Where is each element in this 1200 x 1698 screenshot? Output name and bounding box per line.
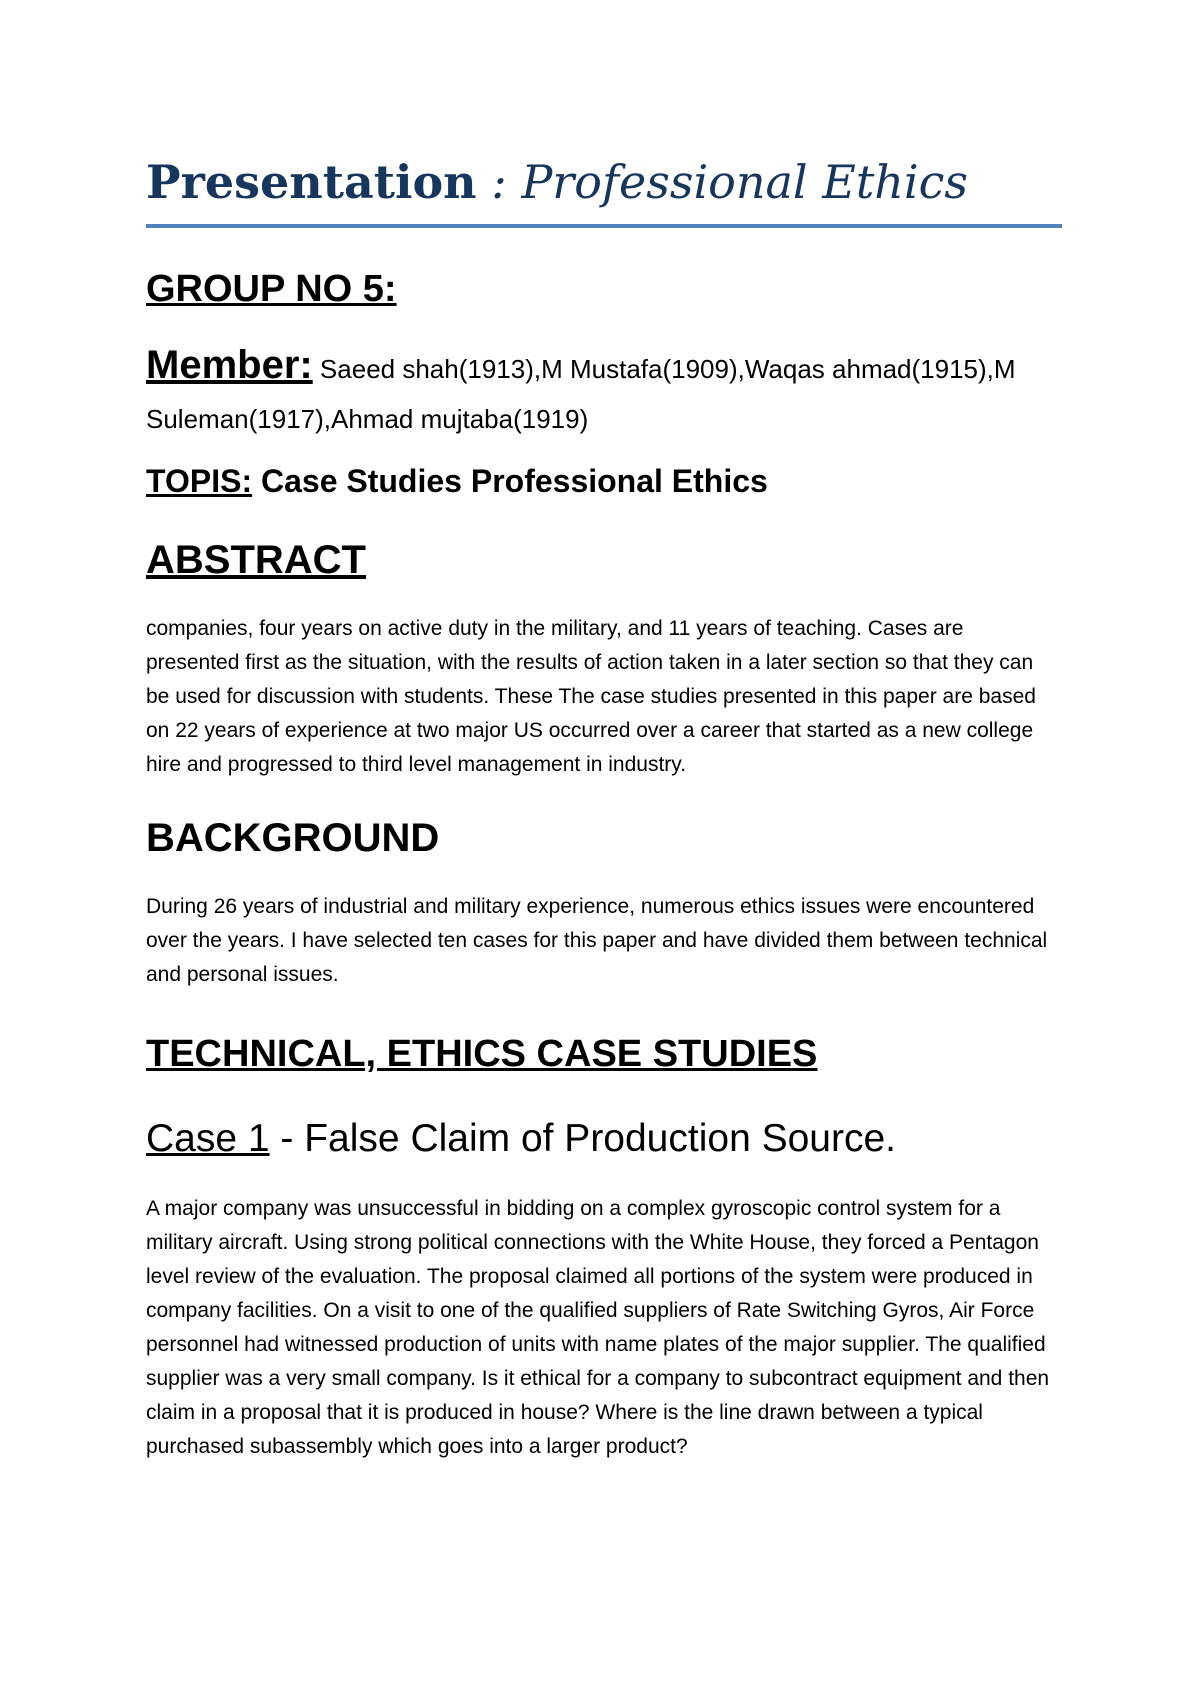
background-heading: BACKGROUND — [146, 816, 440, 860]
topic-label: TOPIS: — [146, 463, 253, 499]
case1-heading — [146, 1112, 1062, 1166]
abstract-heading: ABSTRACT — [146, 538, 366, 582]
background-paragraph: During 26 years of industrial and military experience, numerous ethics issues were encountered over the years. I have selected ten cases for this paper and have divided them between technical and personal issues. — [146, 895, 1048, 986]
topic-text: Case Studies Professional Ethics — [252, 463, 768, 499]
case1-title: - False Claim of Production Source. — [269, 1117, 896, 1160]
document-page — [146, 150, 1062, 1464]
members-line — [146, 340, 1062, 444]
group-heading: GROUP NO 5: — [146, 268, 397, 310]
case1-paragraph: A major company was unsuccessful in bidding on a complex gyroscopic control system for a military aircraft. Using strong political connections with the White House, they forced a Pentagon level review of the evaluation. The proposal claimed all portions of the system were produced in company facilities. On a visit to one of the qualified suppliers of Rate Switching Gyros, Air Force personnel had witnessed production of units with name plates of the major supplier. The qualified supplier was a very small company. Is it ethical for a company to subcontract equipment and then claim in a proposal that it is produced in house? Where is the line drawn between a typical purchased subassembly which goes into a larger product? — [146, 1197, 1050, 1458]
case1-label: Case 1 — [146, 1117, 270, 1160]
title-separator: : — [476, 155, 522, 209]
title-main: Presentation — [146, 155, 477, 209]
abstract-paragraph: companies, four years on active duty in the military, and 11 years of teaching. Cases are presented first as the situation, with the results of action taken in a later section so that they can be used for discussion with students. These The case studies presented in this paper are based on 22 years of experience at two major US occurred over a career that started as a new college hire and progressed to third level management in industry. — [146, 617, 1036, 776]
document-title — [146, 150, 1062, 228]
technical-heading: TECHNICAL, ETHICS CASE STUDIES — [146, 1033, 818, 1075]
topic-line — [146, 458, 1062, 504]
member-list: Saeed shah(1913),M Mustafa(1909),Waqas ahmad(1915),M Suleman(1917),Ahmad mujtaba(1919) — [146, 354, 1016, 434]
member-label: Member: — [146, 343, 313, 387]
title-subtitle: Professional Ethics — [521, 155, 969, 209]
